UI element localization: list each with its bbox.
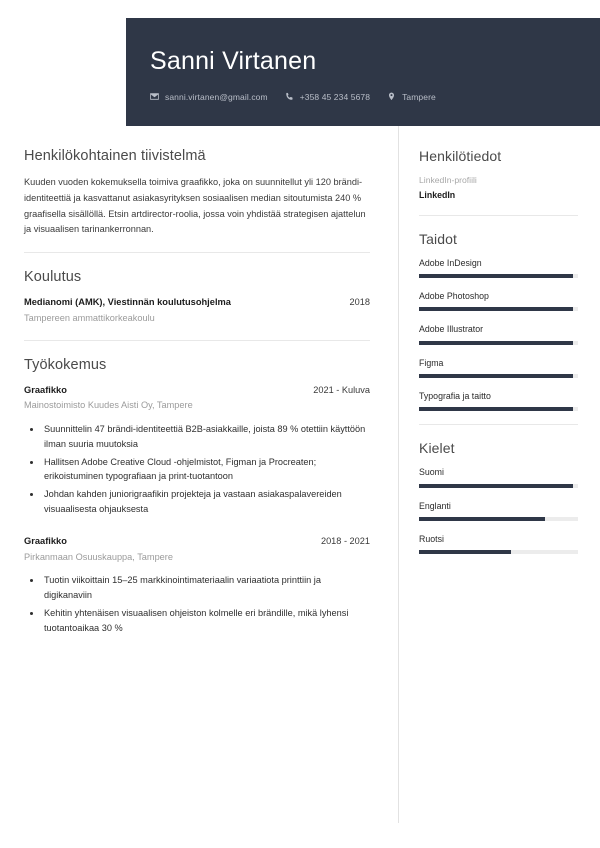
language-meter-track xyxy=(419,517,578,521)
personal-detail-label: LinkedIn-profiili xyxy=(419,175,477,185)
experience-entry xyxy=(24,384,370,518)
section-divider xyxy=(24,340,370,341)
contact-location-text: Tampere xyxy=(402,91,436,102)
location-pin-icon xyxy=(387,92,396,101)
education-institution: Tampereen ammattikorkeakoulu xyxy=(24,313,155,324)
skill-label: Adobe Illustrator xyxy=(419,324,484,335)
experience-date: 2021 - Kuluva xyxy=(313,384,370,395)
language-meter-fill xyxy=(419,550,511,554)
experience-entry-header xyxy=(24,384,370,398)
sidebar-divider xyxy=(419,215,578,216)
education-entry-header xyxy=(24,296,370,310)
section-languages xyxy=(419,440,578,554)
list-item: • Tuotin viikoittain 15–25 markkinointimateriaalin variaatiota printtiin ja digikanaviin xyxy=(42,573,370,603)
section-title-personal-details: Henkilötiedot xyxy=(419,148,502,164)
section-title-skills: Taidot xyxy=(419,230,457,247)
section-education xyxy=(24,269,370,325)
experience-employer: Mainostoimisto Kuudes Aisti Oy, Tampere xyxy=(24,400,193,411)
section-title-languages: Kielet xyxy=(419,440,455,457)
sidebar-column xyxy=(399,126,600,848)
language-item xyxy=(419,500,578,521)
section-personal-details xyxy=(419,148,578,202)
contact-phone xyxy=(285,92,370,102)
skill-meter-track xyxy=(419,274,578,278)
experience-role: Graafikko xyxy=(24,384,67,395)
skill-label: Typografia ja taitto xyxy=(419,391,491,402)
contact-phone-text: +358 45 234 5678 xyxy=(299,91,371,102)
list-item: • Kehitin yhtenäisen visuaalisen ohjeiston kolmelle eri brändille, mikä lyhensi tuotantoaikaa 30 % xyxy=(42,606,370,636)
language-item xyxy=(419,533,578,554)
skill-meter-track xyxy=(419,307,578,311)
skill-meter-track xyxy=(419,407,578,411)
language-meter-fill xyxy=(419,484,573,488)
summary-text: Kuuden vuoden kokemuksella toimiva graafikko, joka on suunnitellut yli 120 brändi-identiteettiä ja kasvattanut asiakasyrityksen sosiaalisen median sitoutumista 240 % graafisella sisällöllä. Etsin artdirector-roolia, jossa voin yhdistää strategisen ajattelun ja visuaalisen tarinankerronnan. xyxy=(24,177,366,235)
skill-item xyxy=(419,357,578,378)
education-entry xyxy=(24,296,370,325)
experience-role: Graafikko xyxy=(24,536,67,547)
skill-meter-fill xyxy=(419,341,573,345)
experience-employer: Pirkanmaan Osuuskauppa, Tampere xyxy=(24,552,173,563)
skill-meter-fill xyxy=(419,307,573,311)
contact-email xyxy=(150,92,268,102)
experience-entry-header xyxy=(24,535,370,549)
skill-meter-fill xyxy=(419,407,573,411)
list-item: • Hallitsen Adobe Creative Cloud -ohjelmistot, Figman ja Procreaten; erikoistuminen typografiaan ja print-tuotantoon xyxy=(42,455,370,485)
experience-entry xyxy=(24,535,370,636)
resume-body xyxy=(0,126,600,848)
list-item: • Suunnittelin 47 brändi-identiteettiä B2B-asiakkaille, joista 89 % otettiin käyttöön ilman suuria muutoksia xyxy=(42,422,370,452)
skill-meter-track xyxy=(419,374,578,378)
skill-label: Adobe Photoshop xyxy=(419,291,489,302)
resume-header xyxy=(126,18,600,126)
language-meter-track xyxy=(419,484,578,488)
skill-item xyxy=(419,257,578,278)
experience-bullets xyxy=(24,573,370,636)
main-column xyxy=(0,126,398,848)
section-title-experience: Työkokemus xyxy=(24,356,107,373)
language-meter-fill xyxy=(419,517,545,521)
section-title-summary: Henkilökohtainen tiivistelmä xyxy=(24,148,206,164)
page-title: Sanni Virtanen xyxy=(150,47,317,75)
skill-item xyxy=(419,390,578,411)
language-meter-track xyxy=(419,550,578,554)
section-experience xyxy=(24,357,370,636)
skill-label: Adobe InDesign xyxy=(419,257,482,268)
education-date: 2018 xyxy=(349,297,370,308)
skill-item xyxy=(419,323,578,344)
section-summary xyxy=(24,148,370,238)
experience-date: 2018 - 2021 xyxy=(320,536,370,547)
contact-row xyxy=(150,92,600,102)
education-degree: Medianomi (AMK), Viestinnän koulutusohjelma xyxy=(24,297,231,308)
phone-icon xyxy=(285,92,294,101)
section-skills xyxy=(419,231,578,412)
skill-meter-fill xyxy=(419,274,573,278)
skill-meter-track xyxy=(419,341,578,345)
sidebar-divider xyxy=(419,424,578,425)
list-item: • Johdan kahden juniorigraafikin projekteja ja vastaan asiakaspalavereiden visuaalisesta ohjauksesta xyxy=(42,487,370,517)
skill-meter-fill xyxy=(419,374,573,378)
personal-detail-item xyxy=(419,174,578,202)
envelope-icon xyxy=(150,92,159,101)
section-title-education: Koulutus xyxy=(24,269,82,286)
language-label: Ruotsi xyxy=(419,534,444,544)
personal-detail-value[interactable]: LinkedIn xyxy=(419,189,456,200)
skill-item xyxy=(419,290,578,311)
contact-location xyxy=(387,92,436,102)
experience-bullets xyxy=(24,422,370,517)
contact-email-text: sanni.virtanen@gmail.com xyxy=(165,91,268,102)
section-divider xyxy=(24,252,370,253)
language-label: Suomi xyxy=(419,467,444,478)
skill-label: Figma xyxy=(419,357,444,368)
language-item xyxy=(419,466,578,487)
language-label: Englanti xyxy=(419,500,451,511)
